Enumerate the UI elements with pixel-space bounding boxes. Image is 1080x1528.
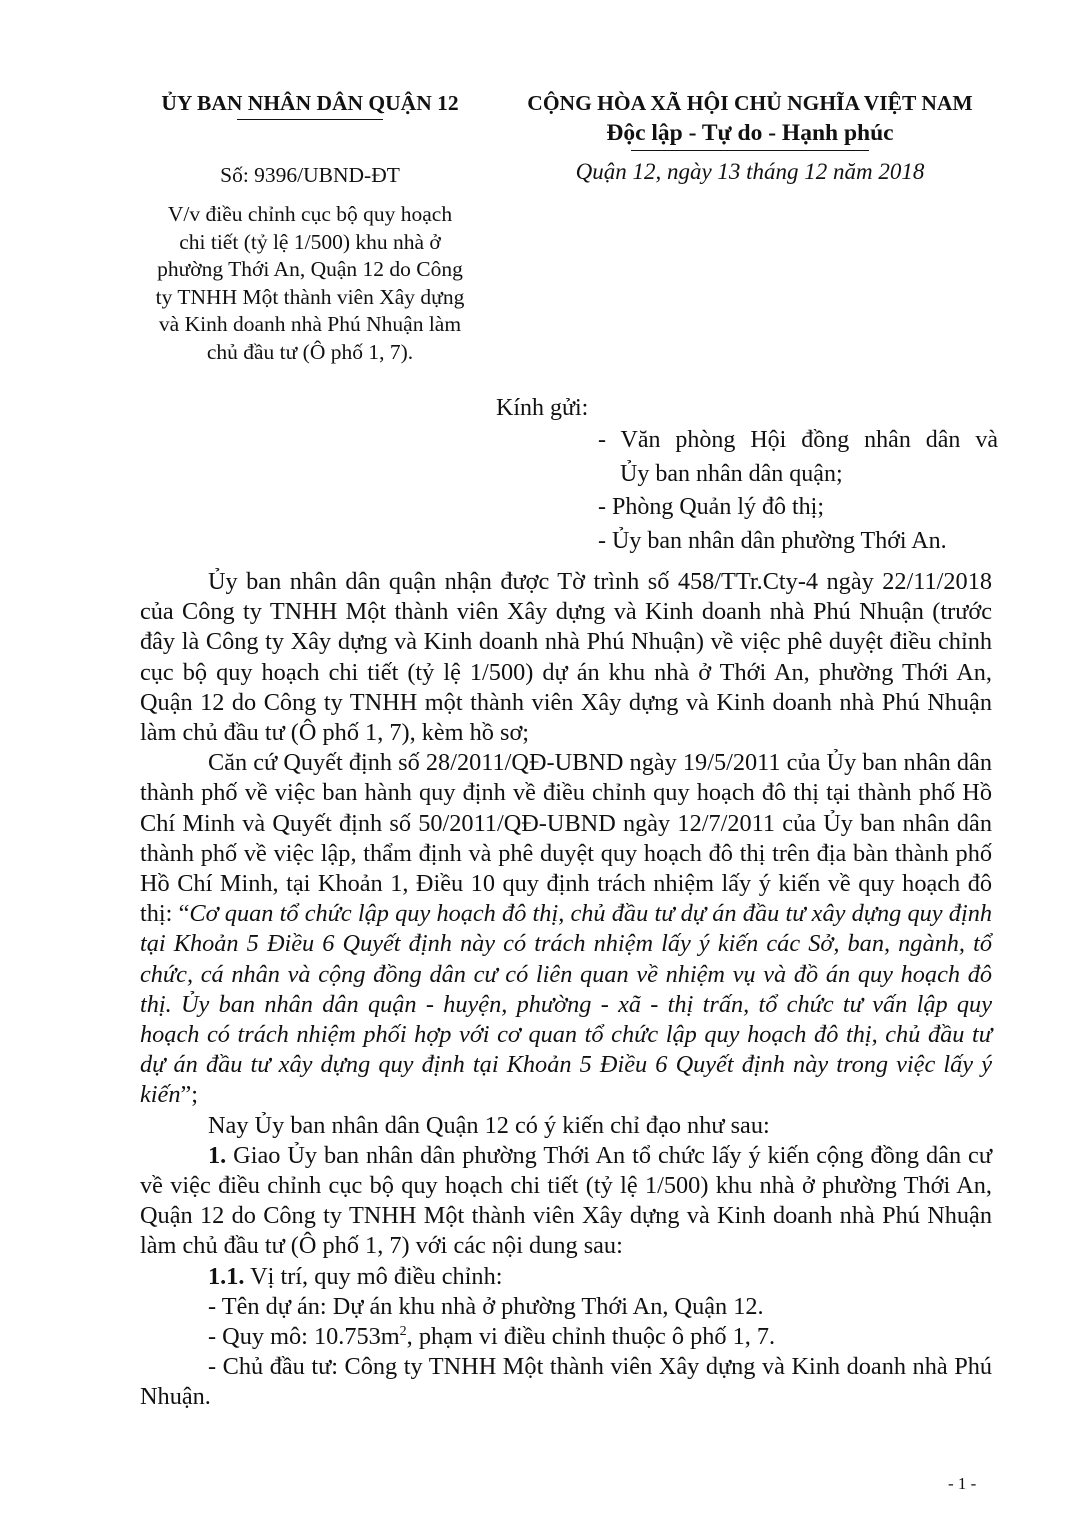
issuing-agency: ỦY BAN NHÂN DÂN QUẬN 12 <box>161 91 459 115</box>
issuing-agency-block <box>130 88 490 120</box>
paragraph-submission: Ủy ban nhân dân quận nhận được Tờ trình số 458/TTr.Cty-4 ngày 22/11/2018 của Công ty TNHH Một thành viên Xây dựng và Kinh doanh nhà Phú Nhuận (trước đây là Công ty Xây dựng và Kinh doanh nhà Phú Nhuận) về việc phê duyệt điều chỉnh cục bộ quy hoạch chi tiết (tỷ lệ 1/500) dự án khu nhà ở Thới An, phường Thới An, Quận 12 do Công ty TNHH một thành viên Xây dựng và Kinh doanh nhà Phú Nhuận làm chủ đầu tư (Ô phố 1, 7), kèm hồ sơ; <box>140 568 992 747</box>
scale-text: - Quy mô: 10.753m <box>208 1323 400 1351</box>
item-text: Giao Ủy ban nhân dân phường Thới An tổ chức lấy ý kiến cộng đồng dân cư về việc điều chỉnh cục bộ quy hoạch chi tiết (tỷ lệ 1/500) khu nhà ở phường Thới An, Quận 12 do Công ty TNHH Một thành viên Xây dựng và Kinh doanh nhà Phú Nhuận làm chủ đầu tư (Ô phố 1, 7) với các nội dung sau: <box>140 1141 992 1260</box>
item-number: 1.1. <box>208 1262 245 1290</box>
national-heading-block <box>500 88 1000 151</box>
national-motto: Độc lập - Tự do - Hạnh phúc <box>606 120 894 146</box>
document-body <box>140 567 992 1413</box>
subject-line: phường Thới An, Quận 12 do Công <box>157 257 463 281</box>
recipient-list <box>598 425 998 559</box>
place-and-date: Quận 12, ngày 13 tháng 12 năm 2018 <box>575 159 925 184</box>
subject-line: ty TNHH Một thành viên Xây dựng <box>155 284 465 309</box>
paragraph-investor: - Chủ đầu tư: Công ty TNHH Một thành viên Xây dựng và Kinh doanh nhà Phú Nhuận. <box>140 1353 992 1411</box>
superscript: 2 <box>399 1323 407 1339</box>
subject-line: V/v điều chỉnh cục bộ quy hoạch <box>167 202 453 226</box>
recipient-item: - Ủy ban nhân dân phường Thới An. <box>598 527 947 554</box>
paragraph-project-name: - Tên dự án: Dự án khu nhà ở phường Thới An, Quận 12. <box>208 1292 764 1320</box>
paragraph-item-1 <box>140 1141 992 1262</box>
paragraph-directive-intro: Nay Ủy ban nhân dân Quận 12 có ý kiến chỉ đạo như sau: <box>208 1111 770 1139</box>
recipient-item: - Phòng Quản lý đô thị; <box>598 494 824 520</box>
agency-underline <box>237 119 383 120</box>
subject-line: chủ đầu tư (Ô phố 1, 7). <box>206 339 414 364</box>
subject-line: và Kinh doanh nhà Phú Nhuận làm <box>158 312 462 336</box>
quoted-regulation: Cơ quan tổ chức lập quy hoạch đô thị, chủ đầu tư dự án đầu tư xây dựng quy định tại Khoản 5 Điều 6 Quyết định này có trách nhiệm lấy ý kiến các Sở, ban, ngành, tổ chức, cá nhân và cộng đồng dân cư có liên quan về nhiệm vụ và đồ án quy hoạch đô thị. Ủy ban nhân dân quận - huyện, phường - xã - thị trấn, tổ chức tư vấn lập quy hoạch có trách nhiệm phối hợp với cơ quan tổ chức lập quy hoạch đô thị, chủ đầu tư dự án đầu tư xây dựng quy định tại Khoản 5 Điều 6 Quyết định này trong việc lấy ý kiến <box>140 900 992 1109</box>
item-number: 1. <box>208 1141 227 1169</box>
addressee-label: Kính gửi: <box>496 395 589 421</box>
scale-text-tail: , phạm vi điều chỉnh thuộc ô phố 1, 7. <box>406 1323 776 1351</box>
page-number: - 1 - <box>948 1474 977 1493</box>
item-text: Vị trí, quy mô điều chỉnh: <box>244 1262 503 1290</box>
quote-close: ”; <box>180 1081 199 1109</box>
document-number: Số: 9396/UBND-ĐT <box>220 163 400 187</box>
paragraph-project-scale <box>140 1322 992 1352</box>
paragraph-legal-basis <box>140 748 992 1110</box>
paragraph-item-1-1 <box>140 1262 992 1292</box>
subject-line: chi tiết (tỷ lệ 1/500) khu nhà ở <box>179 229 441 254</box>
recipient-item: - Văn phòng Hội đồng nhân dân và <box>598 427 998 453</box>
recipient-item-continued: Ủy ban nhân dân quận; <box>620 460 843 487</box>
subject-summary <box>135 201 485 366</box>
legal-basis-text: Căn cứ Quyết định số 28/2011/QĐ-UBND ngày 19/5/2011 của Ủy ban nhân dân thành phố về việc ban hành quy định về điều chỉnh quy hoạch đô thị tại thành phố Hồ Chí Minh và Quyết định số 50/2011/QĐ-UBND ngày 12/7/2011 của Ủy ban nhân dân thành phố về việc lập, thẩm định và phê duyệt quy hoạch đô thị trên địa bàn thành phố Hồ Chí Minh, tại Khoản 1, Điều 10 quy định trách nhiệm lấy ý kiến về quy hoạch đô thị: “ <box>140 749 992 928</box>
motto-underline <box>631 150 869 151</box>
national-title: CỘNG HÒA XÃ HỘI CHỦ NGHĨA VIỆT NAM <box>527 91 973 115</box>
